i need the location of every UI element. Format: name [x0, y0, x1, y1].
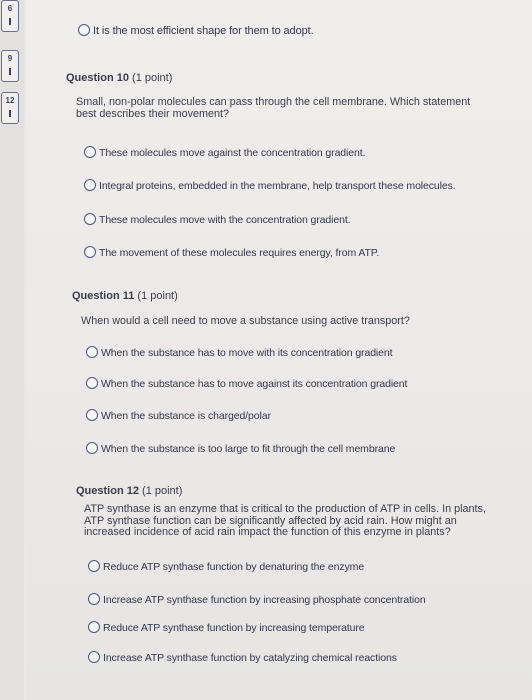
option-label: When the substance has to move with its concentration gradient	[101, 347, 393, 359]
nav-item-question-12[interactable]	[1, 92, 19, 124]
radio-button[interactable]	[86, 442, 98, 454]
radio-option[interactable]	[84, 247, 379, 259]
option-label: When the substance is charged/polar	[101, 410, 271, 422]
radio-button[interactable]	[86, 377, 98, 389]
option-label: Increase ATP synthase function by increasing phosphate concentration	[103, 594, 426, 606]
radio-option[interactable]	[86, 378, 407, 390]
radio-button[interactable]	[88, 651, 100, 663]
radio-option[interactable]	[88, 622, 365, 634]
radio-button[interactable]	[88, 593, 100, 605]
option-label: Increase ATP synthase function by catalyzing chemical reactions	[103, 652, 397, 664]
option-label: These molecules move against the concentration gradient.	[99, 147, 366, 159]
nav-item-dash-icon	[9, 110, 11, 117]
radio-button[interactable]	[84, 246, 96, 258]
radio-button[interactable]	[88, 621, 100, 633]
option-label: Reduce ATP synthase function by increasing temperature	[103, 622, 365, 634]
question-nav-sidebar	[0, 0, 24, 700]
question-number: Question 11	[72, 290, 135, 302]
option-label: Reduce ATP synthase function by denaturing the enzyme	[103, 561, 365, 573]
nav-item-dash-icon	[9, 68, 11, 75]
nav-item-question-9[interactable]	[1, 50, 19, 82]
option-label: These molecules move with the concentration gradient.	[99, 214, 351, 226]
radio-option[interactable]	[84, 214, 351, 226]
quiz-page	[26, 0, 532, 700]
nav-item-dash-icon	[9, 18, 11, 25]
question-points: (1 point)	[137, 290, 178, 302]
nav-item-number: 9	[7, 54, 13, 63]
question-title	[66, 72, 172, 84]
question-text: When would a cell need to move a substance using active transport?	[81, 315, 410, 327]
option-label: When the substance is too large to fit through the cell membrane	[101, 443, 396, 455]
radio-button[interactable]	[86, 409, 98, 421]
question-number: Question 12	[76, 485, 139, 497]
option-label: Integral proteins, embedded in the membrane, help transport these molecules.	[99, 180, 456, 192]
radio-button[interactable]	[84, 179, 96, 191]
question-text: ATP synthase is an enzyme that is critical to the production of ATP in cells. In plants, ATP synthase function can be significantly affected by acid rain. How might an increased incidence of acid rain impact the function of this enzyme in plants?	[84, 503, 486, 538]
question-title	[76, 485, 182, 497]
radio-button[interactable]	[86, 346, 98, 358]
question-title	[72, 290, 178, 302]
radio-option[interactable]	[78, 25, 314, 37]
radio-option[interactable]	[88, 594, 426, 606]
question-number: Question 10	[66, 72, 129, 84]
nav-item-question-6[interactable]	[1, 0, 19, 32]
radio-option[interactable]	[86, 410, 271, 422]
radio-button[interactable]	[88, 560, 100, 572]
nav-item-number: 12	[5, 96, 15, 105]
question-points: (1 point)	[142, 485, 183, 497]
radio-option[interactable]	[86, 443, 395, 455]
radio-option[interactable]	[88, 652, 397, 664]
question-points: (1 point)	[132, 72, 173, 84]
radio-button[interactable]	[78, 24, 90, 36]
radio-option[interactable]	[86, 347, 392, 359]
radio-option[interactable]	[84, 180, 456, 192]
question-text: Small, non-polar molecules can pass through the cell membrane. Which statement best describes their movement?	[76, 96, 471, 120]
radio-option[interactable]	[84, 147, 365, 159]
option-label: When the substance has to move against its concentration gradient	[101, 378, 408, 390]
option-label: The movement of these molecules requires energy, from ATP.	[99, 247, 380, 259]
option-label: It is the most efficient shape for them to adopt.	[93, 25, 314, 37]
radio-button[interactable]	[84, 213, 96, 225]
radio-option[interactable]	[88, 561, 364, 573]
nav-item-number: 6	[7, 4, 13, 13]
radio-button[interactable]	[84, 146, 96, 158]
